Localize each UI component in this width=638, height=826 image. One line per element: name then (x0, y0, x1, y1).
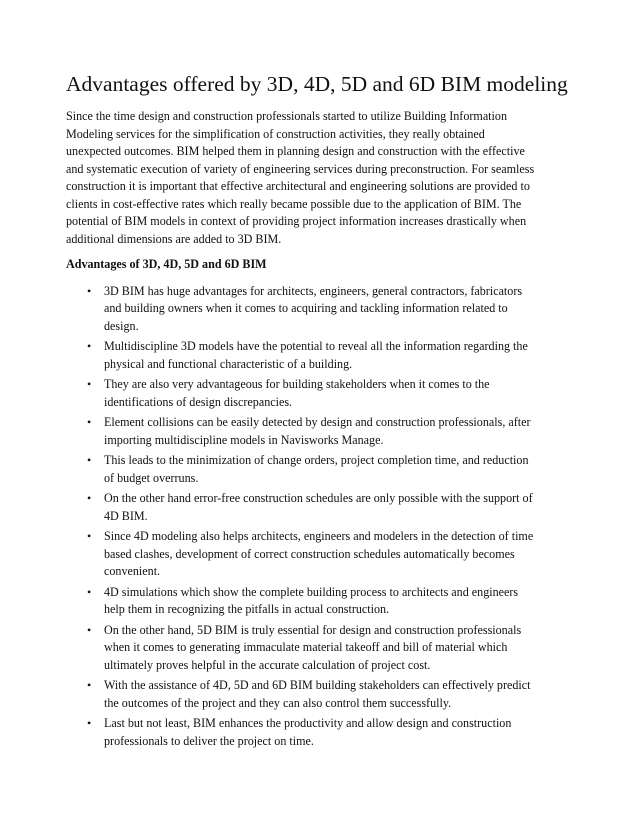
bullet-icon: • (87, 377, 92, 391)
document-title: Advantages offered by 3D, 4D, 5D and 6D BIM modeling (66, 72, 568, 96)
bullet-icon: • (87, 415, 92, 429)
list-item (66, 715, 566, 750)
list-item (66, 376, 566, 411)
list-item (66, 452, 566, 487)
list-item-text: 4D BIM. (104, 508, 148, 523)
bullet-icon: • (87, 339, 92, 353)
bullet-icon: • (87, 716, 92, 730)
list-item (66, 283, 566, 336)
intro-line: potential of BIM models in context of providing project information increases drastically when (66, 214, 527, 228)
list-item-text: Last but not least, BIM enhances the productivity and allow design and construction (104, 716, 512, 730)
list-item-text: Since 4D modeling also helps architects, engineers and modelers in the detection of time (104, 529, 534, 543)
list-item-text: based clashes, development of correct construction schedules automatically becomes (104, 546, 515, 561)
list-item-text: help them in recognizing the pitfalls in actual construction. (104, 602, 390, 616)
intro-line: unexpected outcomes. BIM helped them in planning design and construction with the effective (66, 144, 525, 158)
list-item-text: 4D simulations which show the complete building process to architects and engineers (104, 584, 519, 599)
list-item-text: They are also very advantageous for building stakeholders when it comes to the (104, 377, 490, 391)
advantages-list (66, 283, 566, 751)
document-content (66, 70, 566, 753)
list-item-text: Element collisions can be easily detected by design and construction professionals, after (104, 415, 531, 429)
list-item (66, 677, 566, 712)
intro-line: clients in cost-effective rates which really became possible due to the application of BIM. The (66, 196, 522, 211)
intro-line: construction it is important that effective architectural and engineering solutions are provided to (66, 179, 530, 193)
bullet-icon: • (87, 622, 92, 637)
list-item-text: With the assistance of 4D, 5D and 6D BIM building stakeholders can effectively predict (104, 678, 531, 692)
intro-line: Modeling services for the simplification of construction activities, they really obtained (66, 126, 485, 141)
list-item-text: physical and functional characteristic of a building. (104, 356, 353, 371)
list-item-text: the outcomes of the project and they can also control them successfully. (104, 695, 452, 710)
list-item-text: professionals to deliver the project on time. (104, 733, 314, 748)
list-item-text: when it comes to generating immaculate material takeoff and bill of material which (104, 640, 508, 654)
list-item-text: Multidiscipline 3D models have the potential to reveal all the information regarding the (104, 339, 528, 353)
list-item-text: convenient. (104, 564, 161, 578)
section-heading: Advantages of 3D, 4D, 5D and 6D BIM (66, 257, 267, 271)
list-item-text: design. (104, 318, 139, 333)
intro-paragraph (66, 108, 566, 248)
list-item (66, 622, 566, 675)
list-item (66, 338, 566, 373)
list-item (66, 490, 566, 525)
bullet-icon: • (87, 453, 92, 467)
list-item-text: 3D BIM has huge advantages for architects, engineers, general contractors, fabricators (104, 283, 523, 298)
list-item-text: and building owners when it comes to acquiring and tackling information related to (104, 301, 508, 315)
list-item (66, 528, 566, 581)
list-item-text: On the other hand error-free construction schedules are only possible with the support of (104, 491, 533, 505)
list-item (66, 584, 566, 619)
intro-line: Since the time design and construction professionals started to utilize Building Information (66, 109, 507, 123)
list-item-text: identifications of design discrepancies. (104, 394, 293, 409)
list-item-text: of budget overruns. (104, 470, 199, 485)
bullet-icon: • (87, 529, 92, 543)
list-item (66, 414, 566, 449)
list-item-text: importing multidiscipline models in Navisworks Manage. (104, 432, 384, 447)
list-item-text: On the other hand, 5D BIM is truly essential for design and construction professionals (104, 622, 522, 637)
intro-line: additional dimensions are added to 3D BIM. (66, 231, 282, 246)
bullet-icon: • (87, 678, 92, 692)
intro-line: and systematic execution of variety of engineering services during preconstruction. For seamless (66, 161, 535, 176)
bullet-icon: • (87, 584, 92, 599)
bullet-icon: • (87, 491, 92, 505)
bullet-icon: • (87, 283, 92, 298)
list-item-text: ultimately proves helpful in the accurate calculation of project cost. (104, 657, 431, 672)
list-item-text: This leads to the minimization of change orders, project completion time, and reduction (104, 453, 529, 467)
